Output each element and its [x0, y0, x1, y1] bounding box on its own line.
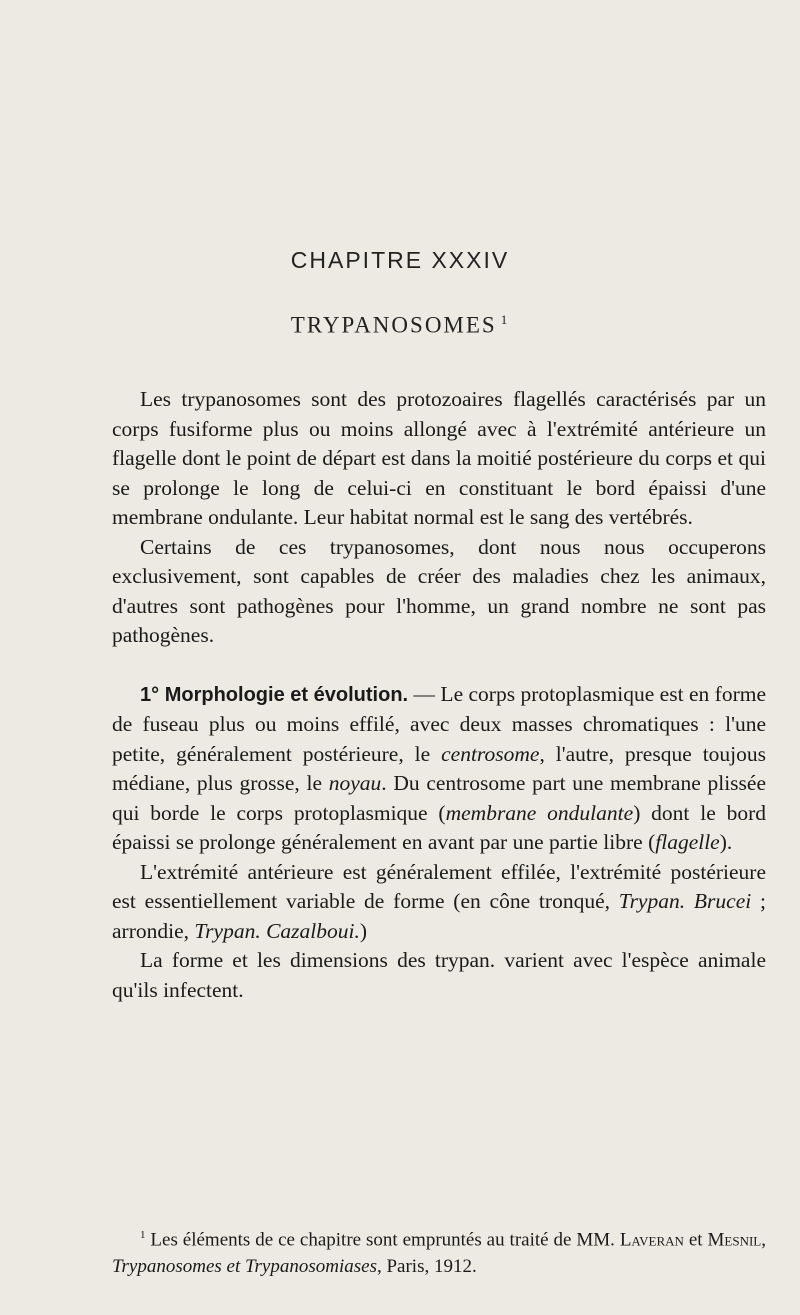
book-title: Trypanosomes et Trypanosomiases [112, 1256, 377, 1278]
paragraph-pathogens: Certains de ces trypanosomes, dont nous nous occuperons exclusivement, sont capables de créer des maladies chez les animaux, d'autres sont pathogènes pour l'homme, un grand nombre ne sont pas pathogènes. [112, 534, 766, 647]
section-heading: 1° Morphologie et évolution. [140, 683, 409, 706]
footnote-ref: 1 [500, 312, 510, 327]
text-run: et [683, 1229, 708, 1251]
text-run: Les éléments de ce chapitre sont empruntés au traité de MM. [145, 1229, 620, 1251]
text-run: , [761, 1229, 766, 1251]
text-run: , Paris, 1912. [376, 1256, 477, 1278]
chapter-heading: CHAPITRE XXXIV [290, 247, 510, 273]
species-brucei: Trypan. Brucei [618, 889, 752, 913]
text-run: ) dont le bord épaissi se prolonge généralement en avant par une partie libre ( [112, 800, 766, 854]
text-run: ). [719, 830, 733, 854]
author-laveran: Laveran [619, 1229, 684, 1251]
species-cazalboui: Trypan. Cazalboui. [194, 918, 360, 943]
term-flagelle: flagelle [655, 830, 720, 854]
term-membrane: membrane ondulante [445, 800, 634, 825]
term-centrosome: centrosome [441, 741, 540, 766]
text-run: ; arrondie, [112, 889, 766, 943]
author-mesnil: Mesnil [707, 1229, 762, 1251]
body-text [112, 385, 766, 1005]
chapter-title-text: TRYPANOSOMES [290, 312, 497, 338]
footnote [112, 1222, 766, 1280]
chapter-title [0, 312, 800, 339]
paragraph-dimensions: La forme et les dimensions des trypan. varient avec l'espèce animale qu'ils infectent. [112, 948, 766, 1002]
text-run: . Du centrosome part une membrane plissée qui borde le corps protoplasmique ( [112, 771, 766, 825]
text-run: ) [359, 918, 368, 943]
paragraph-extremities [112, 858, 766, 947]
text-run: L'extrémité antérieure est généralement effilée, l'extrémité postérieure est essentiellement variable de forme (en cône tronqué, [112, 859, 766, 913]
text-run: — Le corps protoplasmique est en forme de fuseau plus ou moins effilé, avec deux masses chromatiques : l'une petite, généralement postérieure, le [112, 681, 766, 766]
paragraph-intro: Les trypanosomes sont des protozoaires flagellés caractérisés par un corps fusiforme plus ou moins allongé avec à l'extrémité antérieure un flagelle dont le point de départ est dans la moitié postérieure du corps et qui se prolonge le long de celui-ci en constituant le bord épaissi d'une membrane ondulante. Leur habitat normal est le sang des vertébrés. [112, 387, 766, 529]
text-run: , l'autre, presque toujous médiane, plus grosse, le [112, 741, 767, 795]
paragraph-morphology [112, 680, 766, 858]
footnote-number: 1 [140, 1229, 146, 1241]
term-noyau: noyau [328, 771, 382, 795]
